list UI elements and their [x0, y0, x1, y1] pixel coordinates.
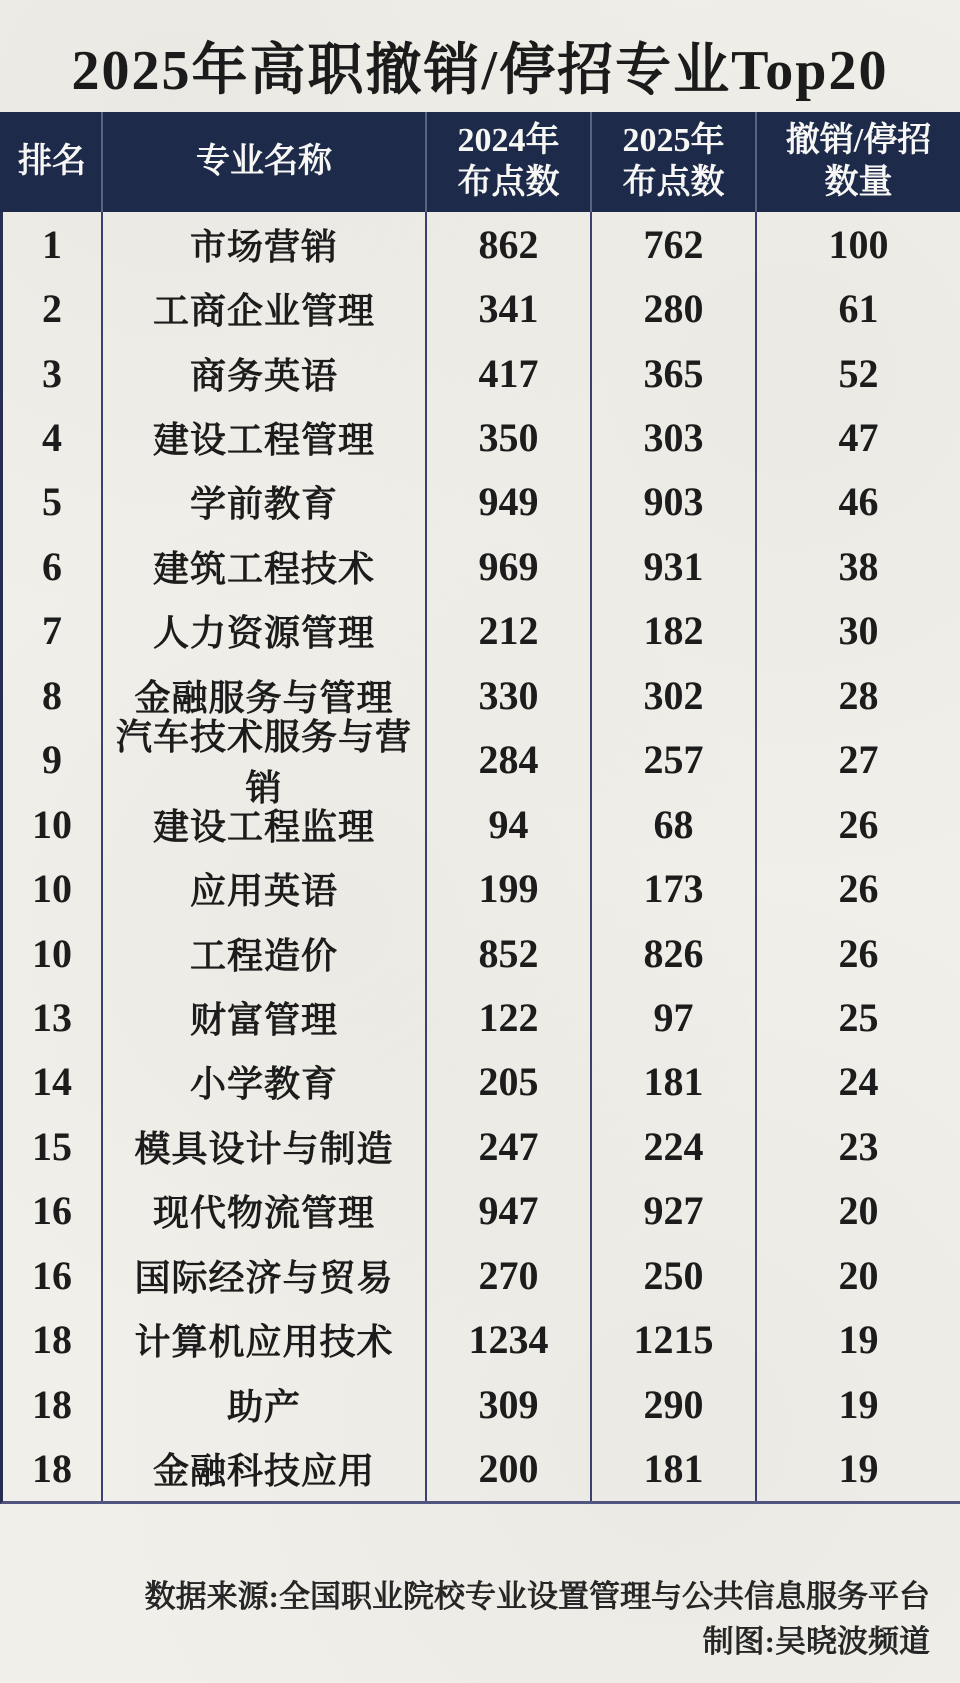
- cell-removed-count: 20: [838, 1188, 879, 1234]
- cell-2025-count: 173: [592, 856, 757, 920]
- cell-2025-count: 290: [592, 1372, 757, 1436]
- cell-removed-count: 26: [838, 930, 879, 976]
- table-header: [0, 112, 960, 212]
- cell-rank: 18: [3, 1372, 103, 1436]
- cell-rank: 14: [3, 1050, 103, 1114]
- data-source-note: 数据来源:全国职业院校专业设置管理与公共信息服务平台: [144, 1579, 930, 1614]
- table-row: [3, 1436, 960, 1500]
- cell-major-name: 现代物流管理: [103, 1179, 427, 1243]
- page-title: 2025年高职撤销/停招专业Top20: [71, 40, 889, 102]
- cell-2025-count: 762: [592, 212, 757, 276]
- cell-rank: 15: [3, 1114, 103, 1178]
- cell-2025-count: 97: [592, 985, 757, 1049]
- cell-rank: 5: [3, 470, 103, 534]
- table-row: [3, 1179, 960, 1243]
- cell-2025-count: 903: [592, 470, 757, 534]
- col-header-major-name: [103, 112, 427, 212]
- cell-rank: 10: [3, 921, 103, 985]
- cell-rank: 2: [3, 276, 103, 340]
- cell-2025-count: 365: [592, 341, 757, 405]
- cell-removed-count: 19: [838, 1446, 879, 1492]
- cell-2024-count: 205: [427, 1050, 592, 1114]
- cell-major-name: 财富管理: [103, 985, 427, 1049]
- col-header-2024-line2: 布点数: [457, 164, 560, 201]
- table-row: [3, 1114, 960, 1178]
- cell-major-name: 金融服务与管理: [103, 663, 427, 727]
- cell-2024-count: 350: [427, 405, 592, 469]
- cell-2024-count: 270: [427, 1243, 592, 1307]
- cell-2025-count: 826: [592, 921, 757, 985]
- cell-rank: 16: [3, 1243, 103, 1307]
- cell-2024-count: 947: [427, 1179, 592, 1243]
- cell-major-name: 汽车技术服务与营销: [103, 728, 427, 792]
- cell-major-name: 工程造价: [103, 921, 427, 985]
- cell-major-name: 助产: [103, 1372, 427, 1436]
- cell-rank: 10: [3, 792, 103, 856]
- col-header-removed-line1: 撤销/停招: [785, 122, 932, 159]
- cell-2024-count: 309: [427, 1372, 592, 1436]
- cell-2024-count: 122: [427, 985, 592, 1049]
- cell-major-name: 学前教育: [103, 470, 427, 534]
- cell-rank: 9: [3, 728, 103, 792]
- table-row: [3, 1243, 960, 1307]
- table-row: [3, 792, 960, 856]
- cell-removed-count: 30: [838, 608, 879, 654]
- cell-major-name: 市场营销: [103, 212, 427, 276]
- cell-major-name: 金融科技应用: [103, 1436, 427, 1500]
- table-row: [3, 405, 960, 469]
- cell-2025-count: 224: [592, 1114, 757, 1178]
- cell-removed-count: 19: [838, 1381, 879, 1427]
- cell-rank: 3: [3, 341, 103, 405]
- credit-note: 制图:吴晓波频道: [702, 1624, 930, 1659]
- table-row: [3, 1050, 960, 1114]
- cell-2025-count: 181: [592, 1050, 757, 1114]
- cell-2025-count: 257: [592, 728, 757, 792]
- table-row: [3, 1372, 960, 1436]
- cell-2025-count: 68: [592, 792, 757, 856]
- cell-2024-count: 969: [427, 534, 592, 598]
- cell-2025-count: 181: [592, 1436, 757, 1500]
- cell-rank: 4: [3, 405, 103, 469]
- cell-major-name: 建筑工程技术: [103, 534, 427, 598]
- cell-major-name: 应用英语: [103, 856, 427, 920]
- table-row: [3, 921, 960, 985]
- cell-2024-count: 247: [427, 1114, 592, 1178]
- cell-rank: 10: [3, 856, 103, 920]
- cell-major-name: 建设工程监理: [103, 792, 427, 856]
- cell-2024-count: 417: [427, 341, 592, 405]
- cell-major-name: 建设工程管理: [103, 405, 427, 469]
- cell-rank: 16: [3, 1179, 103, 1243]
- cell-major-name: 商务英语: [103, 341, 427, 405]
- cell-removed-count: 27: [838, 737, 879, 783]
- table-row: [3, 599, 960, 663]
- col-header-2025-line2: 布点数: [622, 164, 725, 201]
- cell-2024-count: 284: [427, 728, 592, 792]
- cell-rank: 6: [3, 534, 103, 598]
- cell-2024-count: 852: [427, 921, 592, 985]
- cell-major-name: 人力资源管理: [103, 599, 427, 663]
- col-header-2025-line1: 2025年: [622, 122, 725, 159]
- cell-rank: 1: [3, 212, 103, 276]
- cell-major-name: 模具设计与制造: [103, 1114, 427, 1178]
- cell-rank: 18: [3, 1436, 103, 1500]
- cell-removed-count: 100: [828, 221, 889, 267]
- cell-major-name: 国际经济与贸易: [103, 1243, 427, 1307]
- table-row: [3, 856, 960, 920]
- cell-removed-count: 20: [838, 1252, 879, 1298]
- cell-major-name: 计算机应用技术: [103, 1307, 427, 1371]
- table-row: [3, 470, 960, 534]
- cell-removed-count: 38: [838, 543, 879, 589]
- cell-removed-count: 47: [838, 415, 879, 461]
- cell-major-name: 工商企业管理: [103, 276, 427, 340]
- cell-removed-count: 25: [838, 994, 879, 1040]
- cell-2025-count: 931: [592, 534, 757, 598]
- cell-2024-count: 94: [427, 792, 592, 856]
- cell-removed-count: 26: [838, 801, 879, 847]
- cell-2025-count: 1215: [592, 1307, 757, 1371]
- cell-2025-count: 280: [592, 276, 757, 340]
- rankings-table: [0, 112, 960, 1504]
- cell-rank: 8: [3, 663, 103, 727]
- table-row: [3, 716, 960, 808]
- col-header-2025-count: [592, 112, 757, 212]
- table-row: [3, 985, 960, 1049]
- cell-2024-count: 1234: [427, 1307, 592, 1371]
- col-header-2024-line1: 2024年: [457, 122, 560, 159]
- cell-removed-count: 52: [838, 350, 879, 396]
- cell-2024-count: 212: [427, 599, 592, 663]
- col-header-2024-count: [427, 112, 592, 212]
- cell-2024-count: 200: [427, 1436, 592, 1500]
- cell-2025-count: 927: [592, 1179, 757, 1243]
- col-header-removed-line2: 数量: [824, 164, 893, 201]
- cell-removed-count: 61: [838, 286, 879, 332]
- cell-major-name: 小学教育: [103, 1050, 427, 1114]
- table-row: [3, 1307, 960, 1371]
- col-header-rank-label: 排名: [18, 143, 86, 180]
- table-row: [3, 212, 960, 276]
- cell-removed-count: 26: [838, 866, 879, 912]
- table-row: [3, 341, 960, 405]
- cell-2025-count: 250: [592, 1243, 757, 1307]
- cell-removed-count: 46: [838, 479, 879, 525]
- table-body: [0, 212, 960, 1504]
- cell-2025-count: 182: [592, 599, 757, 663]
- table-row: [3, 534, 960, 598]
- table-row: [3, 276, 960, 340]
- cell-rank: 13: [3, 985, 103, 1049]
- col-header-rank: [3, 112, 103, 212]
- cell-2024-count: 862: [427, 212, 592, 276]
- col-header-removed-count: [757, 112, 960, 212]
- cell-2024-count: 949: [427, 470, 592, 534]
- cell-removed-count: 24: [838, 1059, 879, 1105]
- cell-removed-count: 28: [838, 672, 879, 718]
- cell-rank: 7: [3, 599, 103, 663]
- col-header-major-name-label: 专业名称: [196, 143, 332, 180]
- cell-2025-count: 303: [592, 405, 757, 469]
- cell-2024-count: 341: [427, 276, 592, 340]
- footer: [0, 1574, 930, 1664]
- cell-2024-count: 199: [427, 856, 592, 920]
- cell-2025-count: 302: [592, 663, 757, 727]
- cell-removed-count: 23: [838, 1123, 879, 1169]
- cell-rank: 18: [3, 1307, 103, 1371]
- cell-removed-count: 19: [838, 1317, 879, 1363]
- cell-2024-count: 330: [427, 663, 592, 727]
